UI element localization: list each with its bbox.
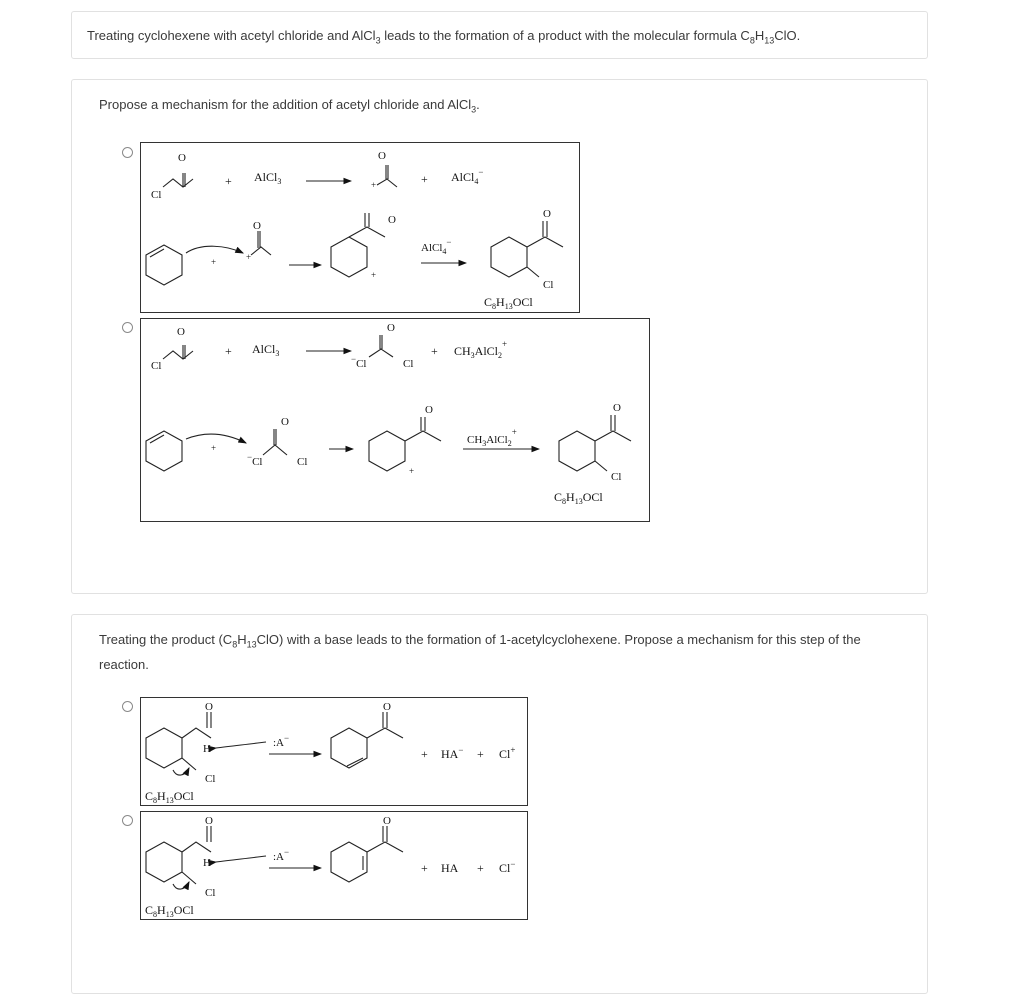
- ha-label: HA−: [441, 745, 464, 761]
- chloride-label: −Cl: [351, 354, 367, 370]
- hydrogen-label: H: [203, 857, 211, 869]
- product-formula: $C_8H_{13}OCl$: [145, 789, 194, 805]
- oxygen-label: O: [383, 815, 391, 827]
- mechanism-b-diagram: [141, 319, 651, 523]
- alcl4-label: AlCl$_4$−: [451, 167, 484, 186]
- q1-option-b-mechanism[interactable]: [140, 318, 650, 522]
- question-2-prompt: Treating the product $(C_8H_{13}ClO)$ with a base leads to the formation of 1-acetylcyclohexene. Propose a mechanism for this step of the reaction.: [99, 632, 861, 672]
- chlorine-label: Cl: [403, 358, 414, 370]
- chloride-label: −Cl: [247, 452, 263, 468]
- alcl3-label: AlCl$_3$: [252, 342, 280, 358]
- hydrogen-label: H: [203, 743, 211, 755]
- plus-sign: +: [477, 747, 484, 761]
- charge-plus: +: [246, 252, 252, 262]
- product-formula: $C_8H_{13}OCl$: [145, 903, 194, 919]
- q1-option-b-radio[interactable]: [122, 322, 133, 333]
- chlorine-label: Cl: [151, 189, 162, 201]
- q1-option-a-radio[interactable]: [122, 147, 133, 158]
- reagent-label: $CH_3AlCl_2^+$: [467, 427, 517, 448]
- oxygen-label: O: [177, 326, 185, 338]
- elimination-a-diagram: [141, 698, 529, 807]
- alcl3-label: AlCl$_3$: [254, 170, 282, 186]
- product-formula: $C_8H_{13}OCl$: [484, 295, 533, 311]
- plus-sign: +: [421, 861, 428, 875]
- base-label: :A−: [273, 733, 290, 749]
- ha-label: HA: [441, 861, 459, 875]
- plus-sign: +: [225, 174, 232, 188]
- oxygen-label: O: [387, 322, 395, 334]
- plus-sign: +: [225, 344, 232, 358]
- charge-plus: +: [211, 443, 217, 453]
- chlorine-label: Cl: [205, 773, 216, 785]
- oxygen-label: O: [253, 220, 261, 232]
- oxygen-label: O: [613, 402, 621, 414]
- chloride-label: Cl−: [499, 859, 516, 875]
- chlorine-label: Cl: [205, 887, 216, 899]
- plus-sign: +: [477, 861, 484, 875]
- oxygen-label: O: [378, 150, 386, 162]
- oxygen-label: O: [281, 416, 289, 428]
- reagent-label: AlCl$_4$−: [421, 237, 452, 256]
- plus-sign: +: [431, 344, 438, 358]
- oxygen-label: O: [205, 815, 213, 827]
- charge-plus: +: [409, 466, 415, 476]
- oxygen-label: O: [383, 701, 391, 713]
- q2-option-a-radio[interactable]: [122, 701, 133, 712]
- q2-option-b-mechanism[interactable]: [140, 811, 528, 920]
- chloride-label: Cl+: [499, 745, 516, 761]
- chlorine-label: Cl: [611, 471, 622, 483]
- charge-plus: +: [371, 180, 377, 190]
- q1-option-a-mechanism[interactable]: [140, 142, 580, 313]
- oxygen-label: O: [543, 208, 551, 220]
- product-formula: $C_8H_{13}OCl$: [554, 490, 603, 506]
- oxygen-label: O: [425, 404, 433, 416]
- intro-card: [71, 11, 928, 59]
- q2-option-a-mechanism[interactable]: [140, 697, 528, 806]
- chlorine-label: Cl: [297, 456, 308, 468]
- elimination-b-diagram: [141, 812, 529, 921]
- oxygen-label: O: [205, 701, 213, 713]
- chlorine-label: Cl: [543, 279, 554, 291]
- chlorine-label: Cl: [151, 360, 162, 372]
- ch3alcl2-label: $CH_3AlCl_2^+$: [454, 339, 508, 360]
- base-label: :A−: [273, 847, 290, 863]
- question-1-prompt: Propose a mechanism for the addition of acetyl chloride and AlCl$_3$.: [99, 97, 480, 115]
- charge-plus: +: [371, 270, 377, 280]
- q2-option-b-radio[interactable]: [122, 815, 133, 826]
- intro-text: Treating cyclohexene with acetyl chloride and AlCl$_3$ leads to the formation of a product with the molecular formula $C_8H_{13}ClO$.: [87, 28, 801, 46]
- charge-plus: +: [211, 257, 217, 267]
- mechanism-a-diagram: [141, 143, 581, 314]
- plus-sign: +: [421, 747, 428, 761]
- oxygen-label: O: [178, 152, 186, 164]
- oxygen-label: O: [388, 214, 396, 226]
- plus-sign: +: [421, 172, 428, 186]
